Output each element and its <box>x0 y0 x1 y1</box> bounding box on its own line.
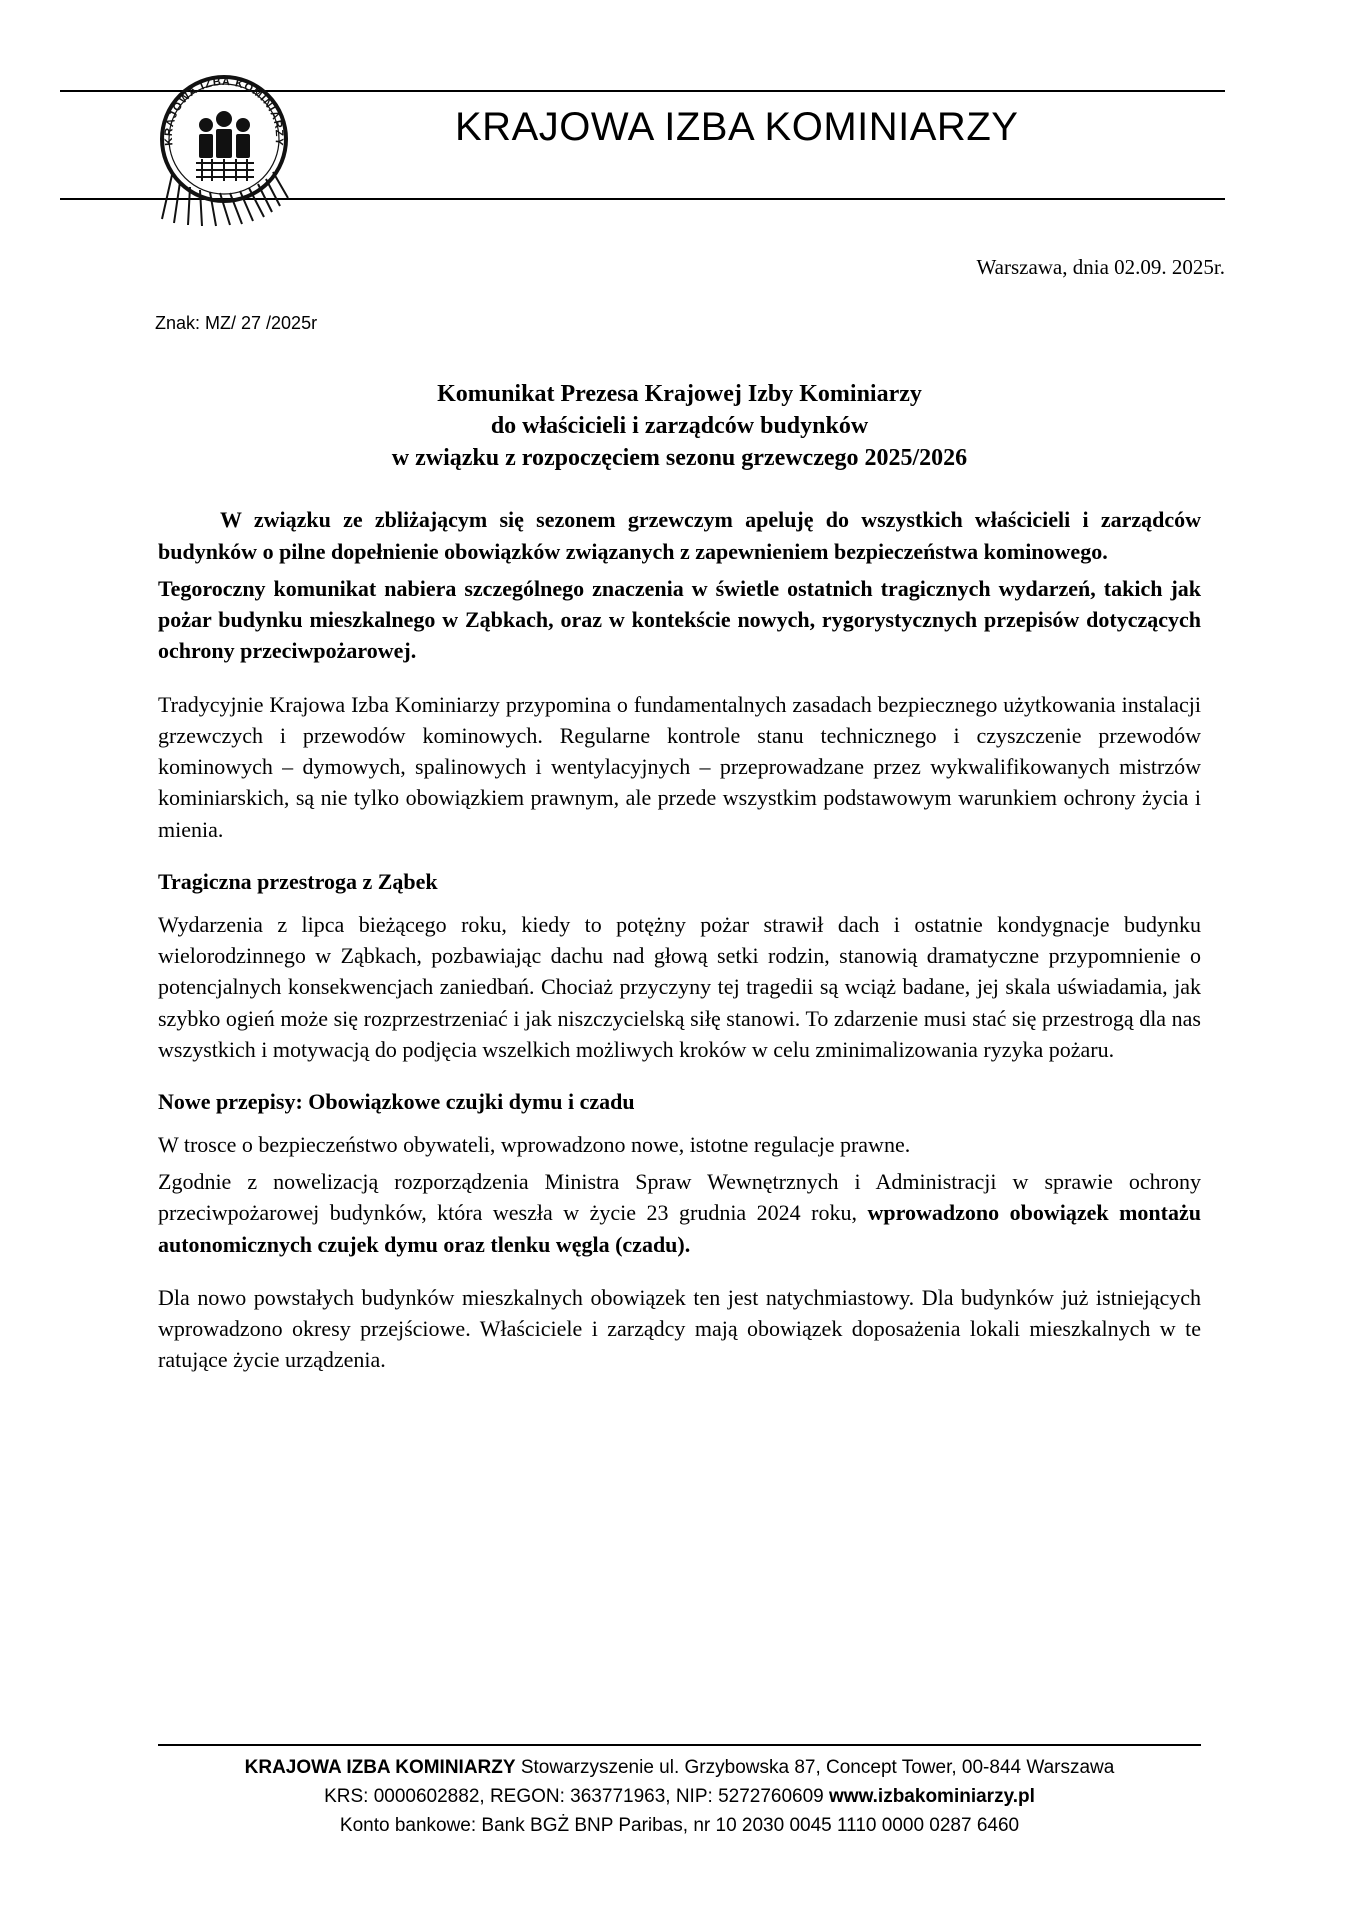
footer-address-line <box>158 1754 1201 1783</box>
paragraph-intro: W związku ze zbliżającym się sezonem grzewczym apeluję do wszystkich właścicieli i zarządców budynków o pilne dopełnienie obowiązków związanych z zapewnieniem bezpieczeństwa kominowego. <box>158 507 1201 564</box>
footer-registry-numbers: KRS: 0000602882, REGON: 363771963, NIP: 5272760609 <box>324 1785 830 1807</box>
footer-rule <box>158 1744 1201 1746</box>
svg-text:KRAJOWA IZBA KOMINIARZY: KRAJOWA IZBA KOMINIARZY <box>162 75 286 147</box>
reference-number: Znak: MZ/ 27 /2025r <box>155 313 318 333</box>
footer-org-name: KRAJOWA IZBA KOMINIARZY <box>244 1757 516 1778</box>
paragraph-tradition: Tradycyjnie Krajowa Izba Kominiarzy przypomina o fundamentalnych zasadach bezpiecznego użytkowania instalacji grzewczych i przewodów kominowych. Regularne kontrole stanu technicznego i czyszczenie przewodów kominowych – dymowych, spalinowych i wentylacyjnych – przeprowadzane przez wykwalifikowanych mistrzów kominiarskich, są nie tylko obowiązkiem prawnym, ale przede wszystkim podstawowym warunkiem ochrony życia i mienia. <box>158 691 1201 842</box>
title-line-2: do właścicieli i zarządców budynków <box>490 413 869 440</box>
title-line-3: w związku z rozpoczęciem sezonu grzewczego 2025/2026 <box>391 445 968 472</box>
paragraph-context: Tegoroczny komunikat nabiera szczególnego znaczenia w świetle ostatnich tragicznych wydarzeń, takich jak pożar budynku mieszkalnego w Ząbkach, oraz w kontekście nowych, rygorystycznych przepisów dotyczących ochrony przeciwpożarowej. <box>158 575 1201 664</box>
regulations-text-normal: Zgodnie z nowelizacją rozporządzenia Ministra Spraw Wewnętrznych i Administracji w sprawie ochrony przeciwpożarowej budynków, która weszła w życie 23 grudnia 2024 roku, <box>158 1169 1201 1226</box>
guild-logo-icon <box>152 67 307 227</box>
footer-address: Stowarzyszenie ul. Grzybowska 87, Concept Tower, 00-844 Warszawa <box>515 1757 1115 1778</box>
paragraph-regulations-intro: W trosce o bezpieczeństwo obywateli, wprowadzono nowe, istotne regulacje prawne. <box>158 1131 911 1157</box>
footer-website-link[interactable]: www.izbakominiarzy.pl <box>829 1785 1035 1807</box>
document-body <box>158 378 1201 1382</box>
title-line-1: Komunikat Prezesa Krajowej Izby Kominiarzy <box>437 381 922 407</box>
organization-title: KRAJOWA IZBA KOMINIARZY <box>455 105 1019 149</box>
document-footer <box>158 1744 1201 1841</box>
section-heading-zabki: Tragiczna przestroga z Ząbek <box>158 868 438 894</box>
letterhead <box>60 62 1225 227</box>
footer-bank-line: Konto bankowe: Bank BGŻ BNP Paribas, nr 10 2030 0045 1110 0000 0287 6460 <box>339 1814 1020 1836</box>
paragraph-obligation: Dla nowo powstałych budynków mieszkalnych obowiązek ten jest natychmiastowy. Dla budynków już istniejących wprowadzono okresy przejściowe. Właściciele i zarządcy mają obowiązek doposażenia lokali mieszkalnych w te ratujące życie urządzenia. <box>158 1284 1201 1373</box>
footer-registry-line <box>158 1783 1201 1812</box>
paragraph-regulations-detail <box>158 1166 1201 1260</box>
paragraph-zabki: Wydarzenia z lipca bieżącego roku, kiedy to potężny pożar strawił dach i ostatnie kondygnacje budynku wielorodzinnego w Ząbkach, pozbawiając dachu nad głową setki rodzin, stanowią dramatyczne przypomnienie o potencjalnych konsekwencjach zaniedbań. Chociaż przyczyny tej tragedii są wciąż badane, jej skala uświadamia, jak szybko ogień może się rozprzestrzeniać i jak niszczycielską siłę stanowi. To zdarzenie musi stać się przestrogą dla nas wszystkich i motywacją do podjęcia wszelkich możliwych kroków w celu zminimalizowania ryzyka pożaru. <box>158 911 1201 1062</box>
regulations-text-bold: wprowadzono obowiązek montażu autonomicznych czujek dymu oraz tlenku węgla (czadu). <box>158 1200 1201 1257</box>
document-title <box>158 378 1201 474</box>
place-and-date: Warszawa, dnia 02.09. 2025r. <box>976 255 1225 279</box>
section-heading-new-rules: Nowe przepisy: Obowiązkowe czujki dymu i czadu <box>158 1088 635 1114</box>
